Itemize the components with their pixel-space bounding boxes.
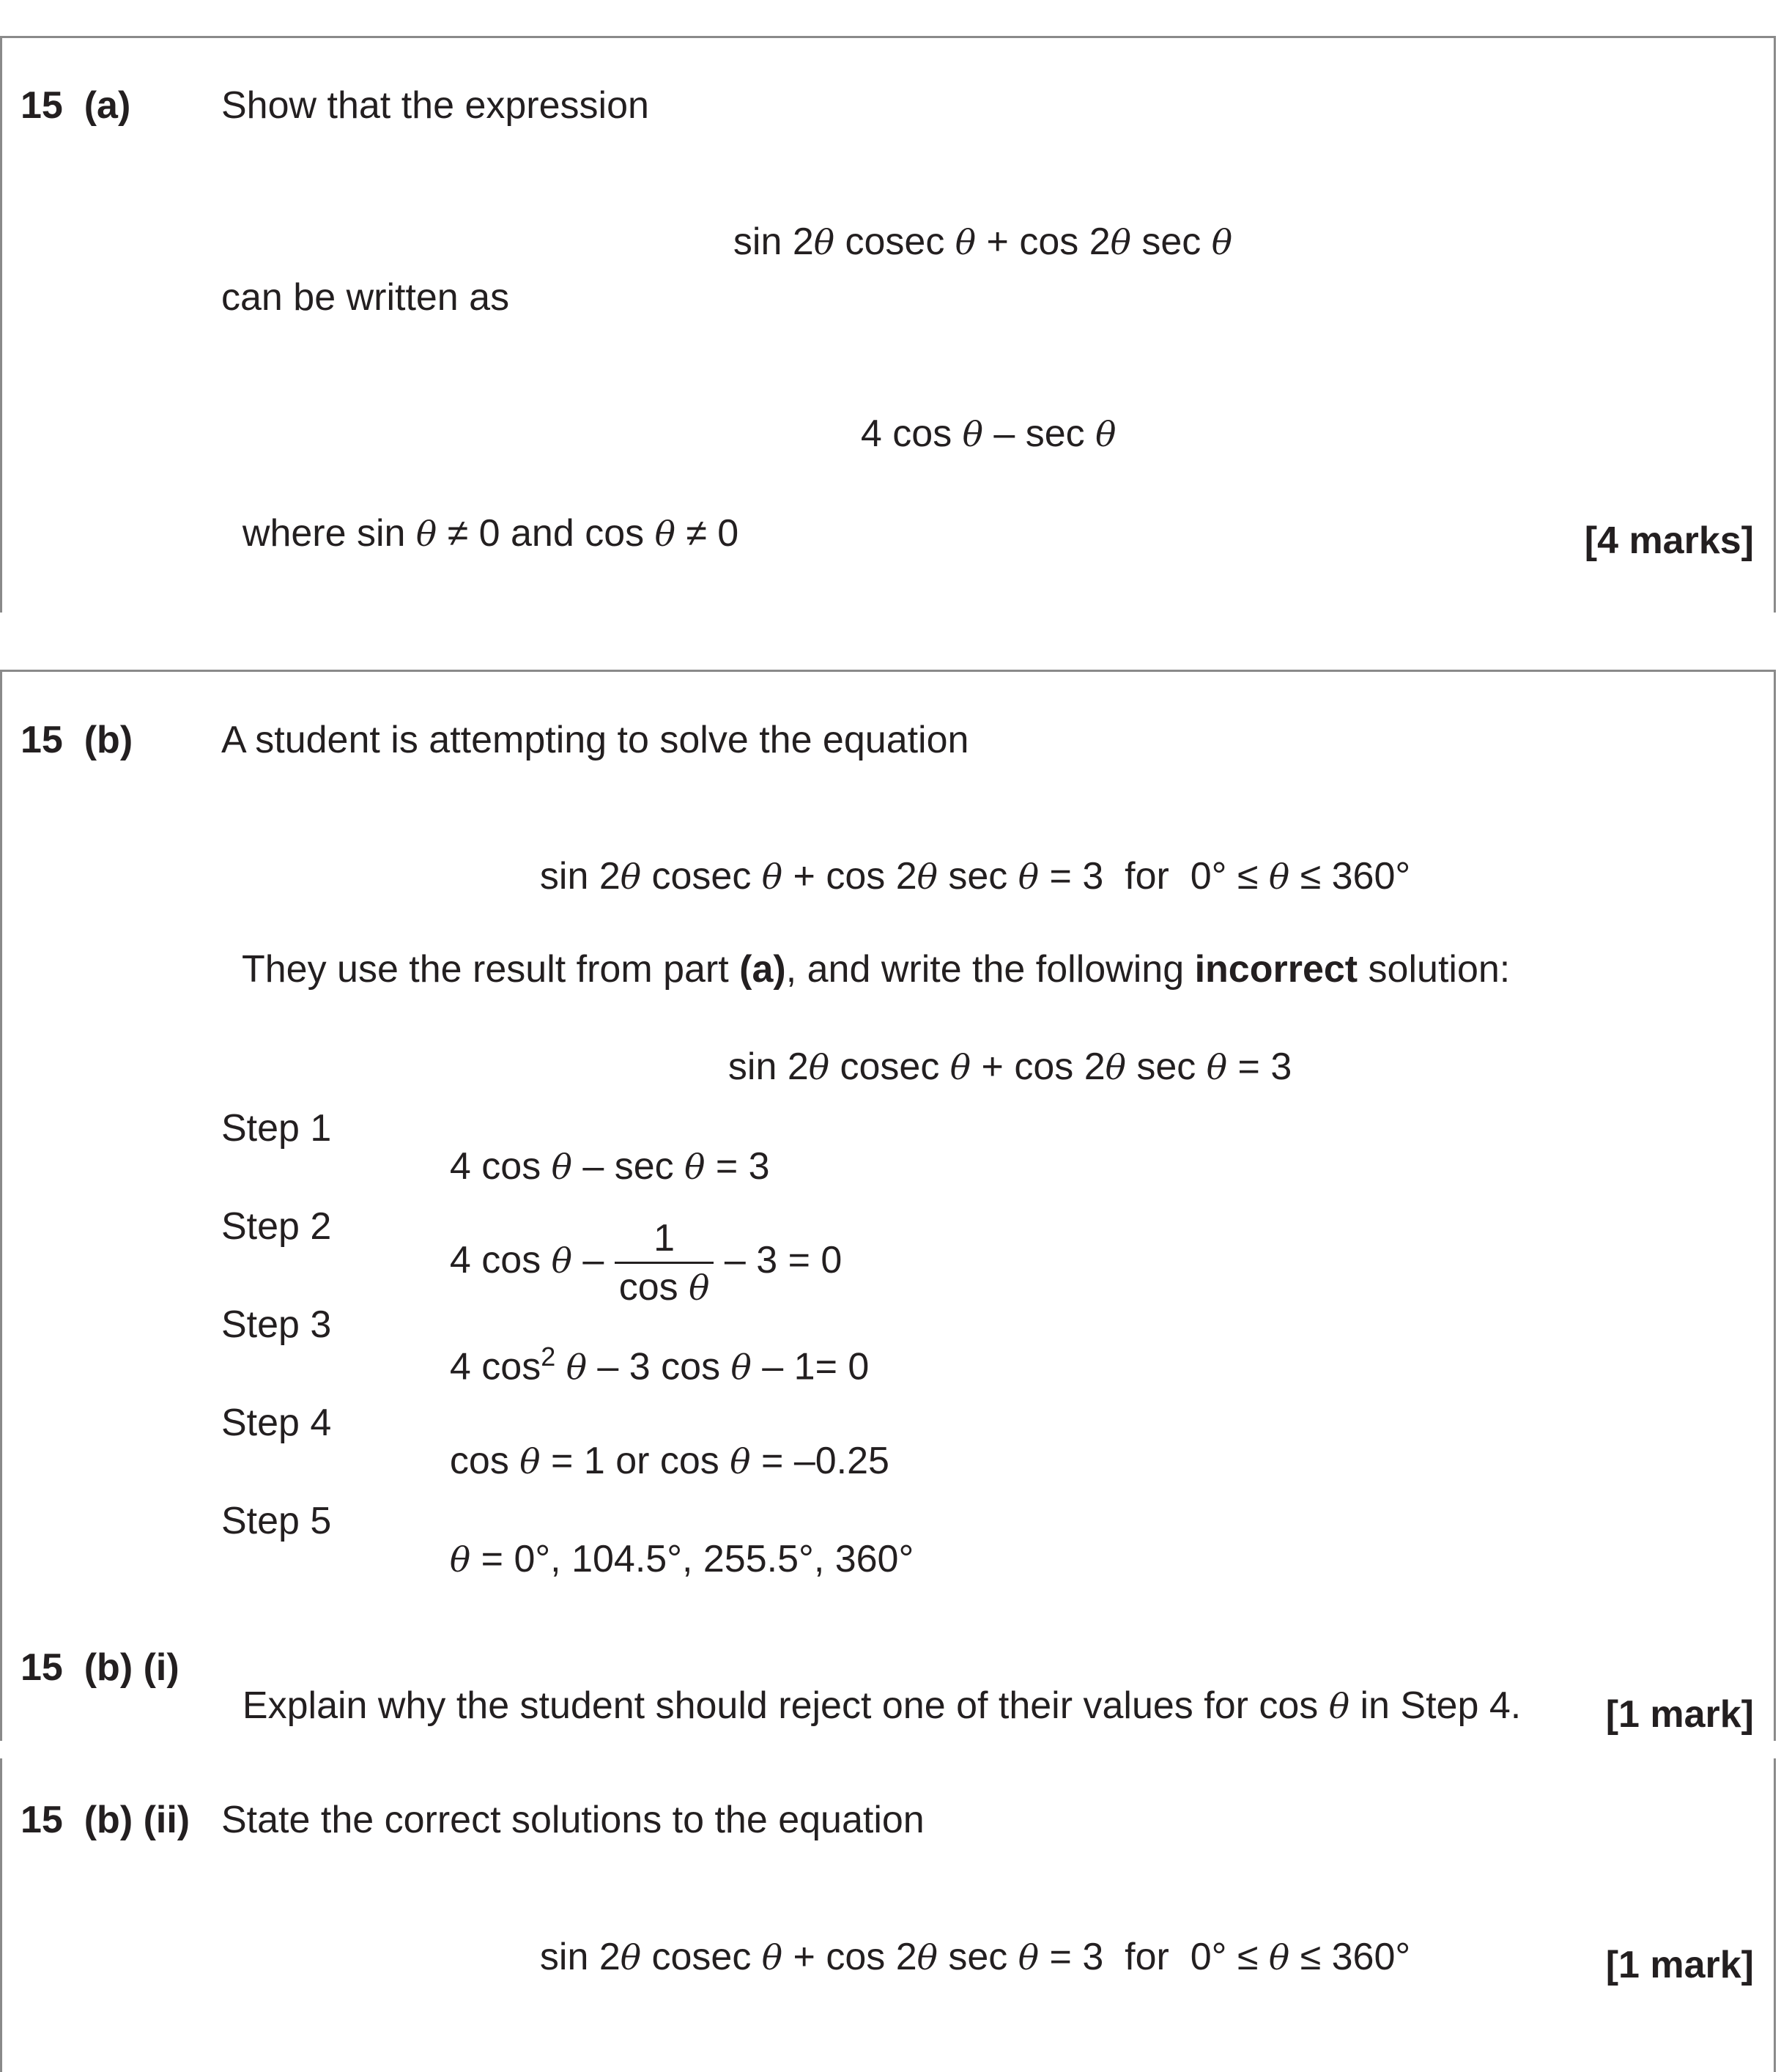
q15bii-intro: State the correct solutions to the equation bbox=[221, 1799, 925, 1841]
box-a-top bbox=[0, 36, 1776, 38]
step-1-label: Step 1 bbox=[221, 1107, 332, 1150]
step-5-label: Step 5 bbox=[221, 1500, 332, 1542]
box-a-left bbox=[0, 36, 2, 613]
q15a-middle-text: can be written as bbox=[221, 276, 510, 319]
box-b-top bbox=[0, 670, 1776, 672]
q15bii-equation: sin 2θ cosec θ + cos 2θ sec θ = 3 for 0° ≤ θ ≤ 360° bbox=[539, 1936, 1411, 1978]
step-3-expression: 4 $\cos^2 \theta - 3$ cos θ – 1= 0 bbox=[449, 1342, 870, 1388]
q15a-condition: where sin θ ≠ 0 and cos θ ≠ 0 bbox=[242, 512, 739, 555]
q15b-equation2: sin 2θ cosec θ + cos 2θ sec θ = 3 bbox=[727, 1046, 1292, 1088]
step-4-expression: cos θ = 1 or cos θ = –0.25 bbox=[449, 1440, 889, 1482]
q15a-intro: Show that the expression bbox=[221, 84, 649, 127]
q15bi-marks: [1 mark] bbox=[1605, 1693, 1754, 1736]
q15b-equation: sin 2θ cosec θ + cos 2θ sec θ = 3 for 0° ≤ θ ≤ 360° bbox=[539, 855, 1411, 898]
q15bi-text: Explain why the student should reject one of their values for cos θ in Step 4. bbox=[242, 1684, 1522, 1727]
box-a-right bbox=[1774, 36, 1776, 613]
question-label-15a: 15 (a) bbox=[21, 84, 131, 127]
box-bii-left bbox=[0, 1758, 2, 2072]
q15a-expression: sin 2θ cosec θ + cos 2θ sec θ bbox=[733, 221, 1233, 263]
question-label-15bii: 15 (b) (ii) bbox=[21, 1799, 190, 1841]
q15b-use-text: They use the result from part (a), and write the following incorrect solution: bbox=[241, 948, 1511, 991]
step-2-label: Step 2 bbox=[221, 1205, 332, 1248]
step-2-expression: 4 cos θ – $\frac{1}{\text{cos θ}}$ – 3 = 0 bbox=[449, 1217, 843, 1309]
step-5-expression: θ = 0°, 104.5°, 255.5°, 360° bbox=[449, 1538, 914, 1580]
box-b-left bbox=[0, 670, 2, 1741]
question-label-15b: 15 (b) bbox=[21, 719, 133, 761]
step-3-label: Step 3 bbox=[221, 1303, 332, 1346]
box-b-right bbox=[1774, 670, 1776, 1741]
q15a-result: 4 cos θ – sec θ bbox=[860, 412, 1117, 455]
step-1-expression: 4 cos θ – sec θ = 3 bbox=[449, 1145, 770, 1188]
step-4-label: Step 4 bbox=[221, 1402, 332, 1444]
q15b-intro: A student is attempting to solve the equation bbox=[221, 719, 969, 761]
question-label-15bi: 15 (b) (i) bbox=[21, 1646, 179, 1689]
q15a-marks: [4 marks] bbox=[1584, 519, 1754, 562]
step-2-fraction: $\frac{1}{\text{cos θ}}$ bbox=[615, 1219, 714, 1306]
q15bii-marks: [1 mark] bbox=[1605, 1944, 1754, 1986]
box-bii-right bbox=[1774, 1758, 1776, 2072]
